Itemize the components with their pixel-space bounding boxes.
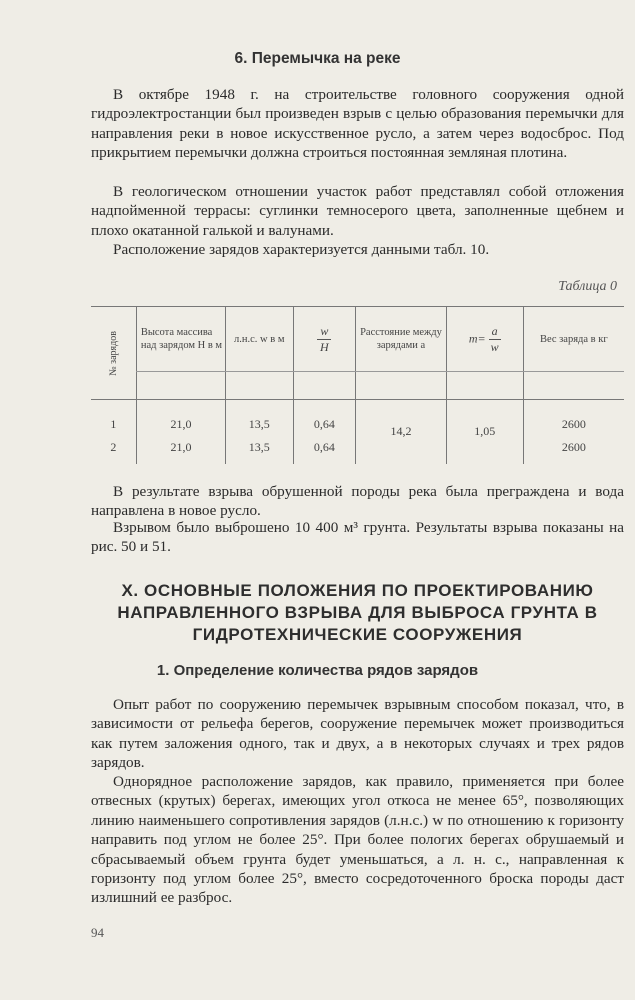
paragraph: Взрывом было выброшено 10 400 м³ грунта. Результаты взрыва показаны на рис. 50 и 51.: [91, 519, 624, 556]
table-header-row: [91, 307, 624, 372]
header-cell-height: Высота массива над зарядом H в м: [136, 307, 225, 372]
chapter-title: X. ОСНОВНЫЕ ПОЛОЖЕНИЯ ПО ПРОЕКТИРОВАНИЮ НАПРАВЛЕННОГО ВЗРЫВА ДЛЯ ВЫБРОСА ГРУНТА В ГИДРОТЕХНИЧЕСКИЕ СООРУЖЕНИЯ: [117, 581, 598, 644]
header-cell-num: № зарядов: [91, 307, 136, 400]
header-cell-ratio: $\frac{w}{H}$: [293, 307, 356, 372]
table-row: 2 21,0 13,5 0,64 2600: [91, 432, 624, 464]
table-row: 1 21,0 13,5 0,64 14,2 1,05 2600: [91, 400, 624, 432]
paragraph: Расположение зарядов характеризуется данными табл. 10.: [113, 241, 490, 258]
merged-m: 1,05: [446, 400, 523, 464]
charges-table: [91, 306, 624, 464]
header-cell-m: m= $\frac{a}{w}$: [446, 307, 523, 372]
paragraph: В геологическом отношении участок работ представлял собой отложения надпойменной террасы: суглинки темносерого цвета, заполненные щебнем и плохо окатанной галькой и валунами.: [91, 183, 624, 239]
paragraph: Опыт работ по сооружению перемычек взрывным способом показал, что, в зависимости от рельефа берегов, сооружение перемычек может производиться как путем заложения одного, так и двух, а в некоторых случаях и трех рядов зарядов.: [91, 696, 624, 772]
header-blank-row: [91, 372, 624, 400]
header-cell-weight: Вес заряда в кг: [523, 307, 624, 372]
section-title: 1. Определение количества рядов зарядов: [156, 662, 479, 679]
section-title: 6. Перемычка на реке: [234, 50, 401, 67]
page-number: 94: [91, 925, 104, 940]
paragraph: В результате взрыва обрушенной породы река была преграждена и вода направлена в новое русло.: [91, 483, 624, 520]
paragraph: В октябре 1948 г. на строительстве головного сооружения одной гидроэлектростанции был произведен взрыв с целью образования перемычки для направления реки в новое искусственное русло, а затем через водосброс. Под прикрытием перемычки должна строиться постоянная земляная плотина.: [91, 86, 624, 162]
table-caption: Таблица 0: [558, 279, 617, 294]
paragraph: Однорядное расположение зарядов, как правило, применяется при более отвесных (крутых) берегах, имеющих угол откоса не менее 65°, позволяющих линию наименьшего сопротивления зарядов (л.н.с.) w по отношению к горизонту направить под углом не более 25°. При более пологих берегах обрушаемый и сбрасываемый объем грунта будет уменьшаться, а л. н. с., направленная к горизонту под углом более 25°, вместо сосредоточенного броска породы даст излишний ее разброс.: [91, 773, 624, 907]
header-cell-distance: Расстояние между зарядами a: [356, 307, 447, 372]
header-cell-lns: л.н.с. w в м: [226, 307, 293, 372]
merged-distance: 14,2: [356, 400, 447, 464]
